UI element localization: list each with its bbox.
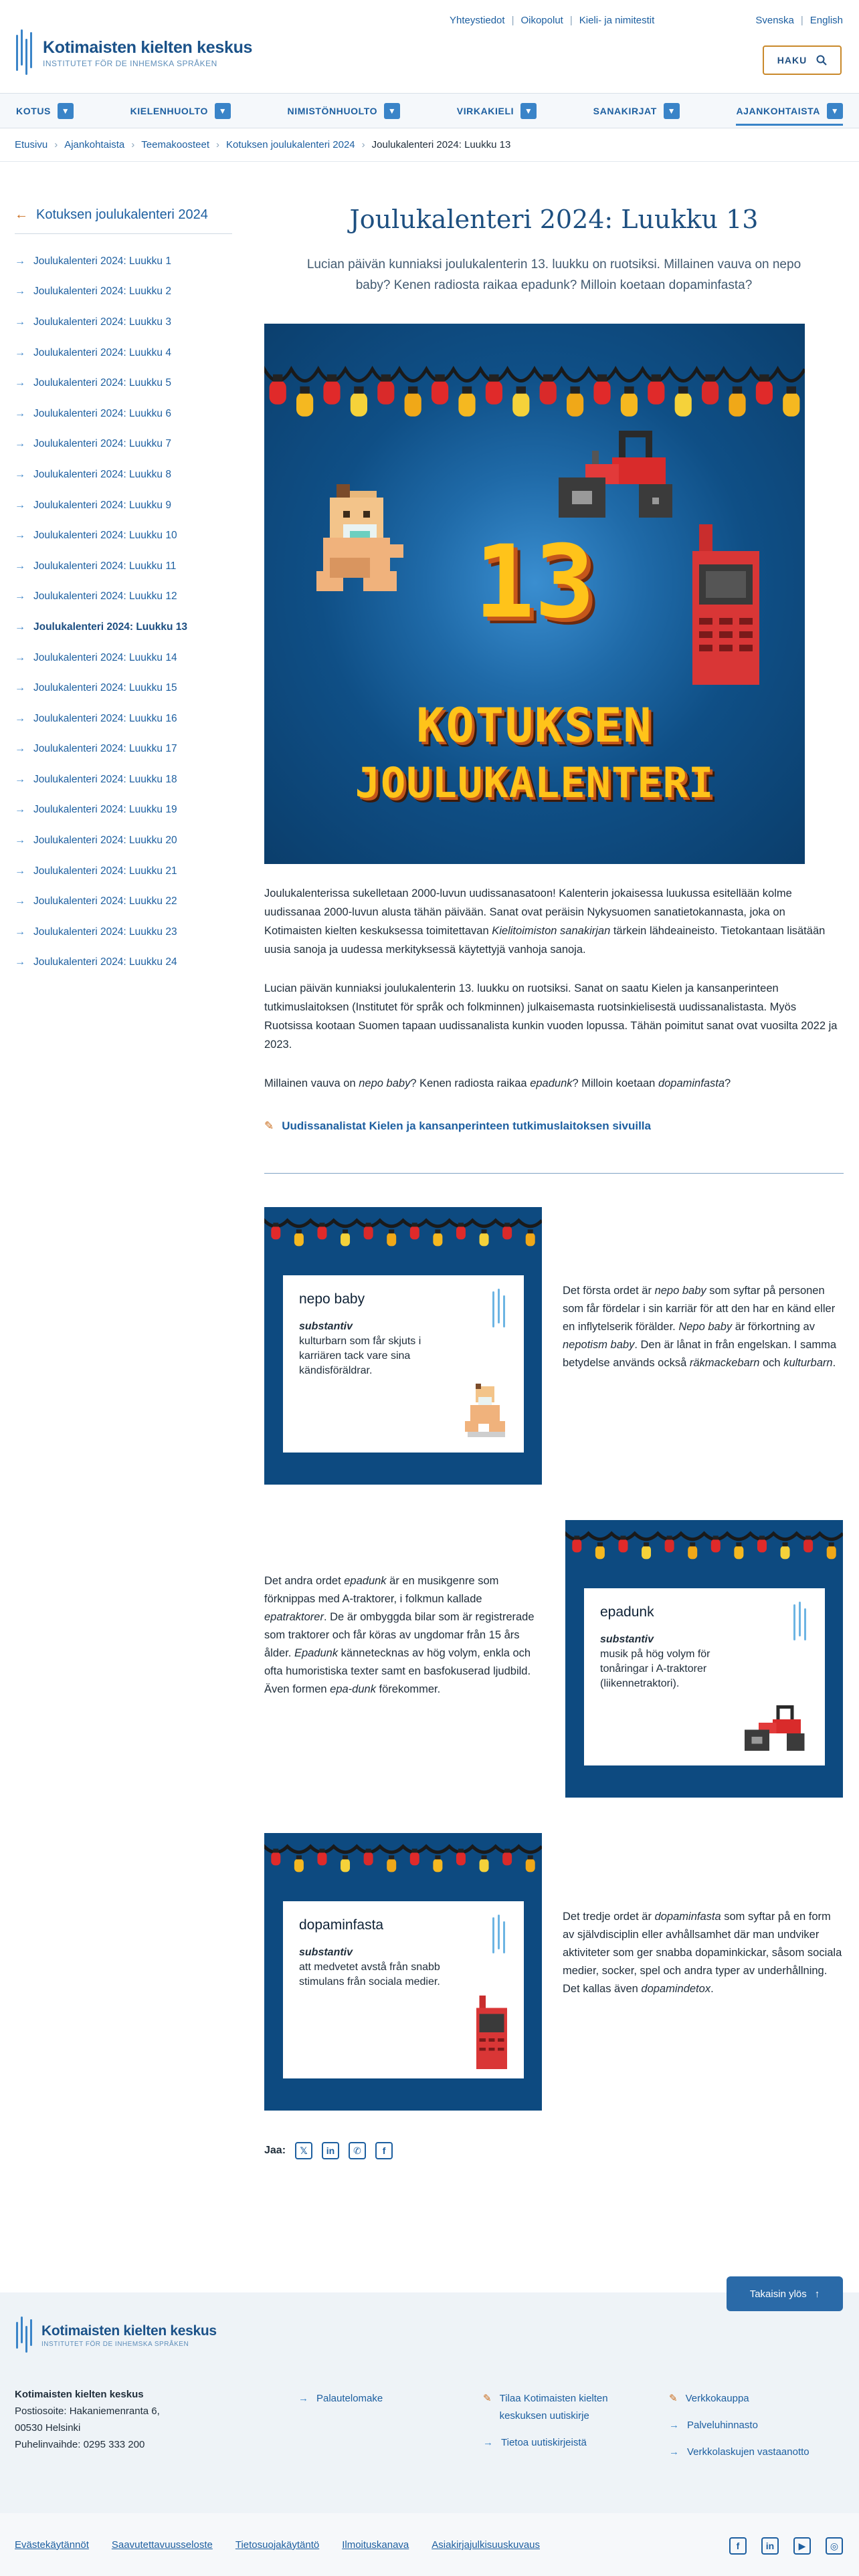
top-link-tests[interactable]: Kieli- ja nimitestit [579,15,655,26]
chevron-down-icon: ▼ [384,103,400,119]
site-header [0,0,859,94]
footer-column [298,2390,452,2417]
footer-link[interactable]: → Palveluhinnasto [669,2417,850,2434]
arrow-right-icon: → [15,621,25,633]
nav-kotus[interactable] [16,94,74,128]
article-body [264,884,844,1093]
sidebar-item[interactable] [15,764,232,795]
sidebar-item[interactable] [15,459,232,490]
chevron-right-icon: › [216,139,219,150]
arrow-right-icon: → [15,346,25,358]
facebook-icon[interactable]: f [375,2142,393,2159]
x-icon[interactable]: 𝕏 [295,2142,312,2159]
sidebar-item-label: Joulukalenteri 2024: Luukku 16 [33,712,177,724]
arrow-right-icon: → [15,499,25,511]
sidebar-item[interactable] [15,856,232,887]
logo-mark-icon [791,1602,812,1643]
logo-mark-icon [15,2317,35,2354]
sidebar-title: Kotuksen joulukalenteri 2024 [36,207,208,222]
footer-address-line: 00530 Helsinki [15,2422,81,2434]
nav-label: SANAKIRJAT [593,105,657,116]
logo-title: Kotimaisten kielten keskus [41,2323,217,2339]
arrow-right-icon: → [15,377,25,389]
sidebar-item-label: Joulukalenteri 2024: Luukku 3 [33,316,171,328]
christmas-lights-icon [264,350,805,444]
back-to-top-label: Takaisin ylös [749,2288,807,2300]
sidebar-item-label: Joulukalenteri 2024: Luukku 24 [33,956,177,968]
footer-bottom-link[interactable]: Saavutettavuusseloste [111,2539,213,2551]
chevron-down-icon: ▼ [215,103,231,119]
card-word: dopaminfasta [299,1917,384,1933]
arrow-left-icon: ← [15,207,28,222]
breadcrumb-link[interactable]: Teemakoosteet [141,139,209,150]
hero-line1: KOTUKSEN [416,698,653,753]
external-link-icon: ✎ [483,2393,492,2404]
divider: | [511,15,514,26]
hero-line2: JOULUKALENTERI [355,758,714,807]
word-card-row [264,1207,844,1488]
card-definition: att medvetet avstå från snabb stimulans från sociala medier. [299,1961,440,1988]
arrow-right-icon: → [15,773,25,785]
arrow-right-icon: → [15,407,25,419]
sidebar-item[interactable] [15,917,232,948]
linkedin-icon[interactable]: in [322,2142,339,2159]
christmas-lights-icon [264,1211,542,1258]
card-definition: kulturbarn som får skjuts i karriären tack vare sina kändisföräldrar. [299,1335,421,1376]
paragraph-lucia: Lucian päivän kunniaksi joulukalenterin 13. luukku on ruotsiksi. Sanat on saatu Kielen ja kansanperinteen tutkimuslaitoksen (Institutet för språk och folkminnen) julkaisemasta ruotsinkielisestä uudissanalistasta. Myös Ruotsissa kootaan Suomen tapaan uudissanalista kunkin vuoden lopussa. Tähän poimitut sanat ovat vuosilta 2022 ja 2023. [264,982,838,1051]
sidebar-item-label: Joulukalenteri 2024: Luukku 21 [33,865,177,877]
whatsapp-icon[interactable]: ✆ [349,2142,366,2159]
sidebar-item-label: Joulukalenteri 2024: Luukku 13 [33,621,188,633]
logo-mark-icon [490,1289,510,1330]
word-card [264,1833,542,2111]
arrow-right-icon: → [15,712,25,724]
logo-title: Kotimaisten kielten keskus [43,37,253,57]
divider: | [569,15,573,26]
card-definition: musik på hög volym för tonåringar i A-traktorer (liikennetraktori). [600,1648,710,1689]
logo-mark-icon [490,1915,510,1956]
sidebar-item[interactable] [15,734,232,765]
card-pos: substantiv [299,1321,353,1332]
arrow-right-icon: → [669,2420,679,2431]
word-card [264,1207,542,1485]
logo-subtitle: INSTITUTET FÖR DE INHEMSKA SPRÅKEN [43,58,217,68]
sidebar-item[interactable] [15,643,232,673]
sidebar-item[interactable] [15,368,232,399]
mobile-phone-icon [473,1996,510,2069]
lang-english[interactable]: English [809,15,843,26]
divider: | [800,15,803,26]
sidebar-back-link[interactable] [15,207,232,234]
footer-link[interactable]: → Verkkolaskujen vastaanotto [669,2444,850,2461]
sidebar-item-label: Joulukalenteri 2024: Luukku 4 [33,346,171,358]
facebook-icon[interactable]: f [729,2537,747,2555]
sidebar-item-label: Joulukalenteri 2024: Luukku 8 [33,468,171,480]
footer-link[interactable]: ✎ Verkkokauppa [669,2390,850,2407]
card-description: Det tredje ordet är dopaminfasta som syftar på en form av självdisciplin eller avhållsamhet där man undviker aktiviteter som ger snabba dopaminkickar, såsom sociala medier, socker, spel och andra typer av underhållning. Det kallas även dopamindetox. [563,1911,842,1995]
sidebar-item[interactable] [15,490,232,521]
instagram-icon[interactable]: ◎ [826,2537,843,2555]
arrow-right-icon: → [15,682,25,694]
breadcrumb-current: Joulukalenteri 2024: Luukku 13 [371,139,511,150]
sidebar-item[interactable] [15,338,232,368]
sidebar-item-label: Joulukalenteri 2024: Luukku 18 [33,773,177,785]
arrow-right-icon: → [15,895,25,907]
christmas-lights-icon [565,1524,843,1571]
sidebar-item-label: Joulukalenteri 2024: Luukku 7 [33,438,171,450]
sidebar-item-label: Joulukalenteri 2024: Luukku 10 [33,530,177,542]
card-word: nepo baby [299,1291,365,1307]
share-bar [264,2142,844,2159]
sidebar-item[interactable] [15,704,232,734]
nav-sanakirjat[interactable] [593,94,680,128]
baby-icon [460,1383,510,1443]
sidebar-item-label: Joulukalenteri 2024: Luukku 1 [33,255,171,267]
arrow-right-icon: → [15,438,25,450]
sidebar-item-label: Joulukalenteri 2024: Luukku 17 [33,743,177,755]
sidebar-item-label: Joulukalenteri 2024: Luukku 14 [33,651,177,663]
nav-virkakieli[interactable] [457,94,537,128]
card-description: Det första ordet är nepo baby som syftar på personen som får fördelar i sin karriär för att den har en känd eller en inflytelserik förälder. Nepo baby är förkortning av nepotism baby. Den är lånat in från engelskan. I samma betydelse används också räkmackebarn och kulturbarn. [563,1285,837,1369]
breadcrumb-link[interactable]: Ajankohtaista [64,139,125,150]
arrow-right-icon: → [15,835,25,847]
nav-label: KIELENHUOLTO [130,105,208,116]
social-links [729,2537,843,2555]
footer-bottom-link[interactable]: Tietosuojakäytäntö [235,2539,320,2551]
nav-label: KOTUS [16,105,51,116]
breadcrumb-link[interactable]: Kotuksen joulukalenteri 2024 [226,139,355,150]
arrow-right-icon: → [669,2446,679,2458]
hero-image [264,324,805,864]
external-link-icon: ✎ [264,1119,274,1132]
divider [264,1173,844,1174]
tractor-icon [559,424,686,524]
footer-bottom-link[interactable]: Ilmoituskanava [342,2539,409,2551]
back-to-top-button[interactable] [727,2276,843,2311]
sidebar-item-label: Joulukalenteri 2024: Luukku 23 [33,926,177,938]
card-description: Det andra ordet epadunk är en musikgenre som förknippas med A-traktorer, i folkmun kallade epatraktorer. De är ombyggda bilar som är registrerade som traktorer och får köras av ungdomar från 15 års ålder. Epadunk kännetecknas av hög volym, enkla och ofta humoristiska texter samt en basfokuserad ljudbild. Även formen epa-dunk förekommer. [264,1575,535,1695]
sidebar-item-label: Joulukalenteri 2024: Luukku 6 [33,407,171,419]
arrow-right-icon: → [15,316,25,328]
sidebar-item-label: Joulukalenteri 2024: Luukku 22 [33,895,177,907]
external-link[interactable] [264,1119,844,1133]
arrow-right-icon: → [15,530,25,542]
chevron-right-icon: › [54,139,58,150]
footer-bottom-bar [0,2513,859,2576]
linkedin-icon[interactable]: in [761,2537,779,2555]
arrow-right-icon: → [15,651,25,663]
arrow-right-icon: → [15,560,25,572]
sidebar-item-label: Joulukalenteri 2024: Luukku 12 [33,591,177,603]
word-card-row [264,1833,844,2114]
arrow-up-icon: ↑ [814,2288,820,2300]
christmas-lights-icon [264,1837,542,1884]
chevron-down-icon: ▼ [827,103,843,119]
breadcrumb [0,128,859,162]
top-links [450,15,654,26]
main-navigation [0,94,859,128]
sidebar-item[interactable] [15,673,232,704]
search-label: HAKU [777,55,807,66]
sidebar-item[interactable] [15,246,232,277]
paragraph-intro: Joulukalenterissa sukelletaan 2000-luvun uudissanasatoon! Kalenterin jokaisessa luukussa esitellään kolme uudissanaa 2000-luvun alusta tähän päivään. Sanat ovat peräisin Nykysuomen sanatietokannasta, joka on Kotimaisten kielten keskuksessa toimitettavan Kielitoimiston sanakirjan tärkein lähdeaineisto. Tietokantaan lisätään uusia sanoja ja uudessa merkityksessä käytettyjä vanhoja sanoja. [264,887,826,956]
footer-logo[interactable] [15,2317,217,2354]
footer-bottom-link[interactable]: Evästekäytännöt [15,2539,89,2551]
logo-mark-icon [15,29,35,76]
arrow-right-icon: → [15,286,25,298]
nav-kielenhuolto[interactable] [130,94,231,128]
search-button[interactable] [763,45,842,75]
footer-column [669,2390,850,2470]
nav-label: VIRKAKIELI [456,105,514,116]
word-card [565,1520,843,1798]
arrow-right-icon: → [15,591,25,603]
tractor-icon [745,1700,812,1756]
chevron-right-icon: › [131,139,135,150]
footer-link[interactable]: ✎ Tilaa Kotimaisten kielten keskuksen uutiskirje [483,2390,644,2425]
sidebar-item[interactable] [15,520,232,551]
sidebar-list [15,246,232,978]
chevron-down-icon: ▼ [58,103,74,119]
search-icon [816,55,827,66]
footer-phone: Puhelinvaihde: 0295 333 200 [15,2439,145,2450]
arrow-right-icon: → [15,468,25,480]
arrow-right-icon: → [15,804,25,816]
sidebar-item[interactable] [15,612,232,643]
arrow-right-icon: → [15,865,25,877]
top-link-shortcuts[interactable]: Oikopolut [520,15,563,26]
chevron-right-icon: › [361,139,365,150]
sidebar-item-label: Joulukalenteri 2024: Luukku 20 [33,835,177,847]
youtube-icon[interactable]: ▶ [793,2537,811,2555]
sidebar-item[interactable] [15,399,232,429]
main-content [264,201,844,2159]
card-word: epadunk [600,1604,654,1620]
footer-bottom-link[interactable]: Asiakirjajulkisuuskuvaus [432,2539,540,2551]
paragraph-questions: Millainen vauva on nepo baby? Kenen radiosta raikaa epadunk? Milloin koetaan dopaminfasta? [264,1077,731,1089]
lead-paragraph: Lucian päivän kunniaksi joulukalenterin 13. luukku on ruotsiksi. Millainen vauva on nepo baby? Kenen radiosta raikaa epadunk? Milloin koetaan dopaminfasta? [306,257,801,292]
external-link-label: Uudissanalistat Kielen ja kansanperinteen tutkimuslaitoksen sivuilla [282,1119,651,1132]
nav-label: NIMISTÖNHUOLTO [287,105,378,116]
sidebar-item[interactable] [15,886,232,917]
sidebar [15,207,232,978]
sidebar-item[interactable] [15,795,232,826]
arrow-right-icon: → [15,255,25,267]
sidebar-item[interactable] [15,948,232,978]
sidebar-item-label: Joulukalenteri 2024: Luukku 15 [33,682,177,694]
footer-org: Kotimaisten kielten keskus [15,2389,144,2400]
top-link-contacts[interactable]: Yhteystiedot [450,15,505,26]
chevron-down-icon: ▼ [664,103,680,119]
arrow-right-icon: → [483,2437,493,2448]
share-label: Jaa: [264,2145,286,2156]
hero-number: 13 [474,524,595,641]
breadcrumb-link[interactable]: Etusivu [15,139,48,150]
word-card-row [264,1520,844,1801]
site-logo[interactable] [15,29,252,76]
footer-column [483,2390,644,2461]
sidebar-item[interactable] [15,582,232,613]
nav-ajankohtaista[interactable] [736,94,843,128]
site-footer [0,2288,859,2576]
arrow-right-icon: → [15,956,25,968]
arrow-right-icon: → [15,926,25,938]
arrow-right-icon: → [15,743,25,755]
footer-address [15,2386,160,2453]
nav-label: AJANKOHTAISTA [736,105,820,116]
card-pos: substantiv [299,1947,353,1958]
footer-link[interactable]: → Palautelomake [298,2390,452,2407]
sidebar-item-label: Joulukalenteri 2024: Luukku 9 [33,499,171,511]
sidebar-item[interactable] [15,551,232,582]
card-pos: substantiv [600,1634,654,1645]
nav-nimistonhuolto[interactable] [288,94,401,128]
sidebar-item-label: Joulukalenteri 2024: Luukku 11 [33,560,177,572]
sidebar-item-label: Joulukalenteri 2024: Luukku 5 [33,377,171,389]
sidebar-item[interactable] [15,825,232,856]
sidebar-item-label: Joulukalenteri 2024: Luukku 19 [33,804,177,816]
language-switcher [755,15,843,26]
page-title: Joulukalenteri 2024: Luukku 13 [349,205,759,234]
sidebar-item[interactable] [15,277,232,308]
arrow-right-icon: → [298,2393,308,2404]
logo-subtitle: INSTITUTET FÖR DE INHEMSKA SPRÅKEN [41,2340,189,2348]
sidebar-item-label: Joulukalenteri 2024: Luukku 2 [33,286,171,298]
external-link-icon: ✎ [669,2393,678,2404]
sidebar-item[interactable] [15,429,232,460]
lang-svenska[interactable]: Svenska [755,15,794,26]
footer-link[interactable]: → Tietoa uutiskirjeistä [483,2434,644,2452]
footer-address-line: Postiosoite: Hakaniemenranta 6, [15,2405,160,2417]
sidebar-item[interactable] [15,307,232,338]
chevron-down-icon: ▼ [520,103,537,119]
